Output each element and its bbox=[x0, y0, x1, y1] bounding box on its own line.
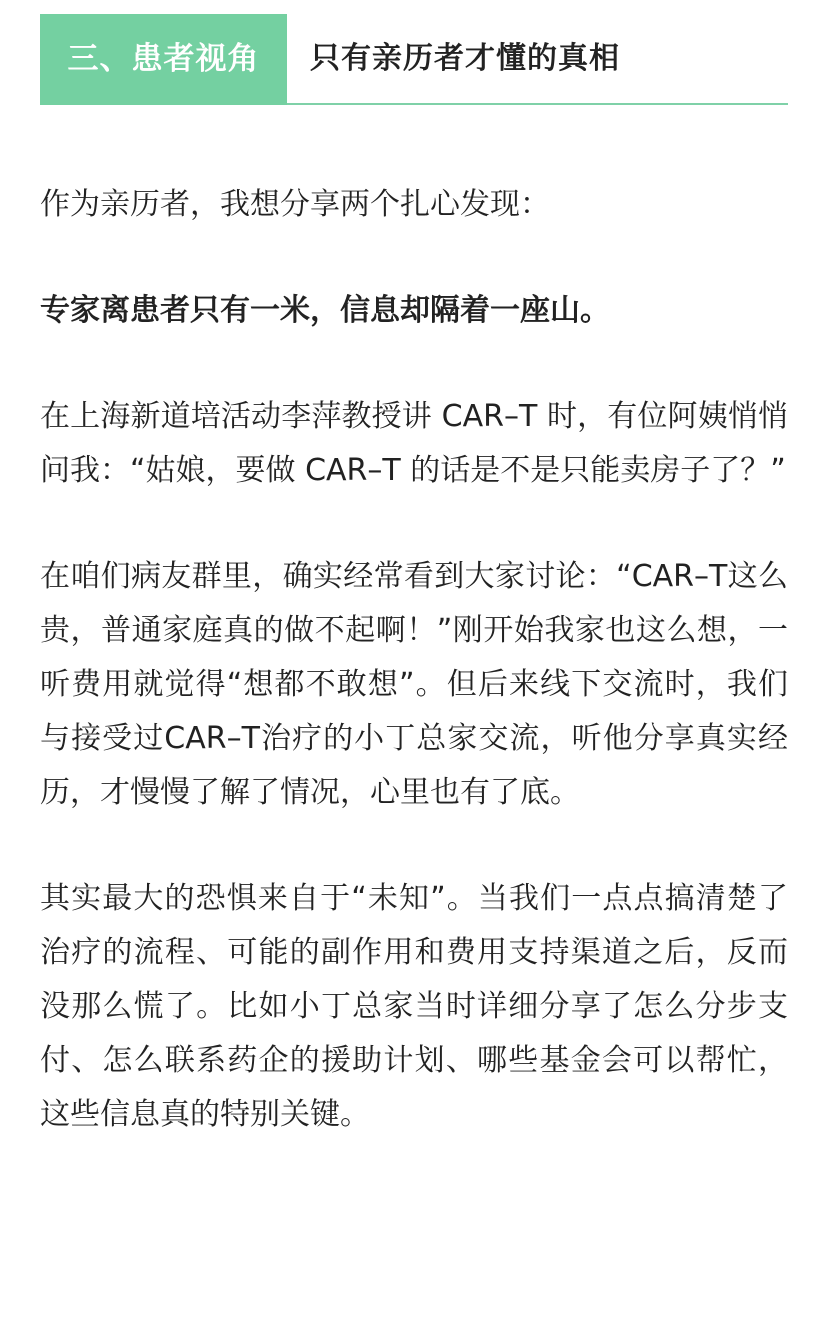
paragraph-3: 其实最大的恐惧来自于“未知”。当我们一点点搞清楚了治疗的流程、可能的副作用和费用支持渠道之后，反而没那么慌了。比如小丁总家当时详细分享了怎么分步支付、怎么联系药企的援助计划、哪些基金会可以帮忙，这些信息真的特别关键。 bbox=[40, 881, 788, 1132]
article-body bbox=[40, 178, 788, 1142]
section-tag: 三、患者视角 bbox=[40, 14, 287, 105]
section-header bbox=[40, 14, 788, 105]
bold-heading: 专家离患者只有一米，信息却隔着一座山。 bbox=[40, 293, 610, 328]
paragraph-2: 在咱们病友群里，确实经常看到大家讨论：“CAR–T这么贵，普通家庭真的做不起啊！”刚开始我家也这么想，一听费用就觉得“想都不敢想”。但后来线下交流时，我们与接受过CAR–T治疗的小丁总家交流，听他分享真实经历，才慢慢了解了情况，心里也有了底。 bbox=[40, 559, 788, 810]
section-subtitle: 只有亲历者才懂的真相 bbox=[310, 41, 620, 76]
paragraph-1: 在上海新道培活动李萍教授讲 CAR–T 时，有位阿姨悄悄问我：“姑娘，要做 CAR–T 的话是不是只能卖房子了？” bbox=[40, 399, 788, 488]
intro-paragraph: 作为亲历者，我想分享两个扎心发现： bbox=[40, 187, 550, 222]
